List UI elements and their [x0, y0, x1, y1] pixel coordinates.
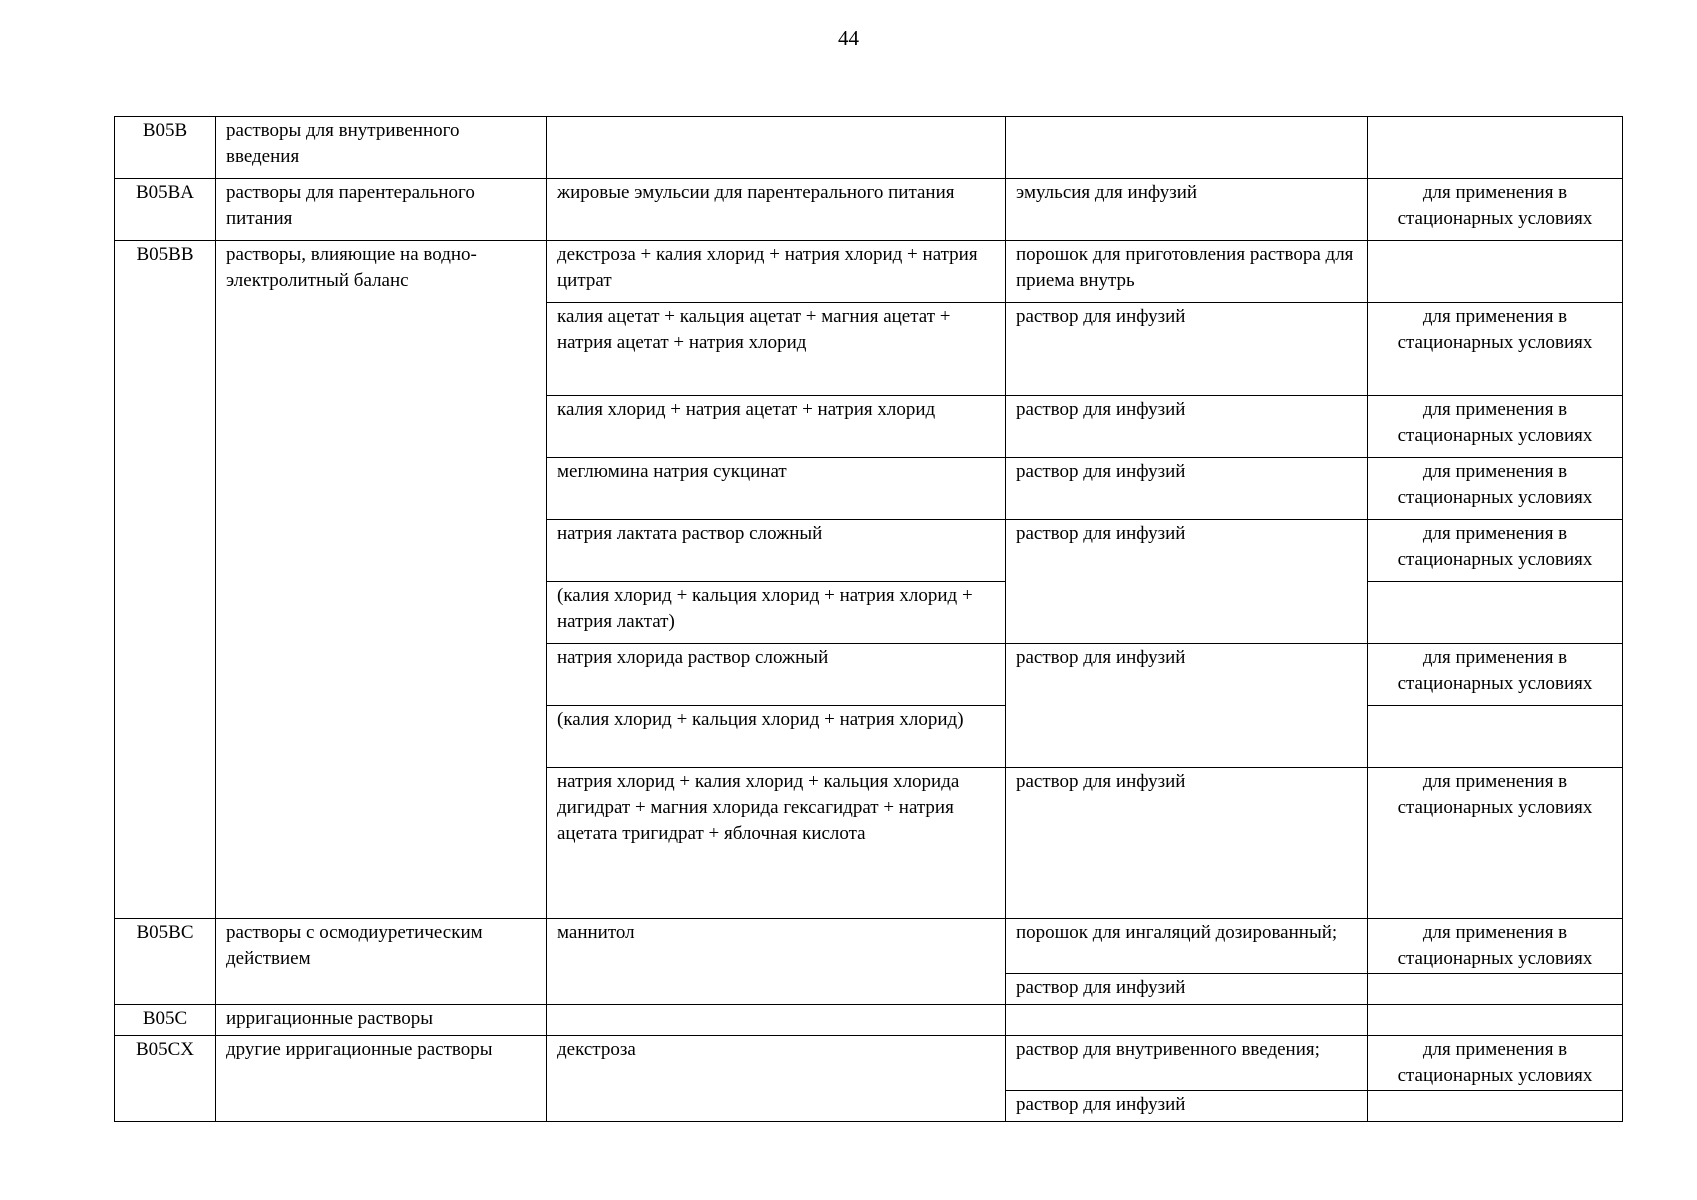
- table-row: [115, 179, 1623, 241]
- usage-note: [1368, 1005, 1623, 1036]
- drug-name: калия ацетат + кальция ацетат + магния ацетат + натрия ацетат + натрия хлорид: [547, 303, 1006, 396]
- table-row: [115, 117, 1623, 179]
- usage-note-empty: [1368, 706, 1623, 768]
- table-row: [115, 1005, 1623, 1036]
- dosage-form: раствор для инфузий: [1006, 768, 1368, 919]
- drug-name: жировые эмульсии для парентерального питания: [547, 179, 1006, 241]
- usage-note: для применения в стационарных условиях: [1368, 303, 1623, 396]
- usage-note: для применения в стационарных условиях: [1368, 919, 1623, 974]
- usage-note-empty: [1368, 974, 1623, 1005]
- atc-code: B05CX: [115, 1036, 216, 1122]
- dosage-form: [1006, 1005, 1368, 1036]
- dosage-form: порошок для приготовления раствора для приема внутрь: [1006, 241, 1368, 303]
- usage-note: для применения в стационарных условиях: [1368, 179, 1623, 241]
- drug-name: [547, 117, 1006, 179]
- group-name: другие ирригационные растворы: [216, 1036, 547, 1122]
- group-name: ирригационные растворы: [216, 1005, 547, 1036]
- usage-note: для применения в стационарных условиях: [1368, 458, 1623, 520]
- usage-note: для применения в стационарных условиях: [1368, 768, 1623, 919]
- drug-table: [114, 116, 1623, 1122]
- group-name: растворы для парентерального питания: [216, 179, 547, 241]
- drug-name: [547, 1005, 1006, 1036]
- drug-name: декстроза + калия хлорид + натрия хлорид + натрия цитрат: [547, 241, 1006, 303]
- dosage-form: раствор для инфузий: [1006, 974, 1368, 1005]
- drug-composition: (калия хлорид + кальция хлорид + натрия хлорид): [547, 706, 1006, 768]
- dosage-form: раствор для инфузий: [1006, 458, 1368, 520]
- group-name: растворы с осмодиуретическим действием: [216, 919, 547, 1005]
- usage-note: [1368, 241, 1623, 303]
- group-name: растворы, влияющие на водно-электролитный баланс: [216, 241, 547, 919]
- table-row: [115, 1036, 1623, 1091]
- usage-note: [1368, 117, 1623, 179]
- dosage-form: раствор для внутривенного введения;: [1006, 1036, 1368, 1091]
- dosage-form: раствор для инфузий: [1006, 520, 1368, 644]
- usage-note-empty: [1368, 582, 1623, 644]
- atc-code: B05B: [115, 117, 216, 179]
- dosage-form: [1006, 117, 1368, 179]
- table-row: [115, 919, 1623, 974]
- atc-code: B05BB: [115, 241, 216, 919]
- drug-name: маннитол: [547, 919, 1006, 1005]
- drug-name: калия хлорид + натрия ацетат + натрия хлорид: [547, 396, 1006, 458]
- drug-name: декстроза: [547, 1036, 1006, 1122]
- drug-name: натрия хлорида раствор сложный: [547, 644, 1006, 706]
- usage-note: для применения в стационарных условиях: [1368, 396, 1623, 458]
- drug-name: натрия хлорид + калия хлорид + кальция хлорида дигидрат + магния хлорида гексагидрат + натрия ацетата тригидрат + яблочная кислота: [547, 768, 1006, 919]
- table-row: [115, 241, 1623, 303]
- page-number: 44: [838, 26, 859, 50]
- usage-note: для применения в стационарных условиях: [1368, 644, 1623, 706]
- drug-name: меглюмина натрия сукцинат: [547, 458, 1006, 520]
- dosage-form: раствор для инфузий: [1006, 644, 1368, 768]
- group-name: растворы для внутривенного введения: [216, 117, 547, 179]
- usage-note: для применения в стационарных условиях: [1368, 1036, 1623, 1091]
- usage-note-empty: [1368, 1091, 1623, 1122]
- dosage-form: эмульсия для инфузий: [1006, 179, 1368, 241]
- dosage-form: раствор для инфузий: [1006, 303, 1368, 396]
- atc-code: B05C: [115, 1005, 216, 1036]
- drug-composition: (калия хлорид + кальция хлорид + натрия хлорид + натрия лактат): [547, 582, 1006, 644]
- atc-code: B05BA: [115, 179, 216, 241]
- usage-note: для применения в стационарных условиях: [1368, 520, 1623, 582]
- drug-name: натрия лактата раствор сложный: [547, 520, 1006, 582]
- dosage-form: порошок для ингаляций дозированный;: [1006, 919, 1368, 974]
- dosage-form: раствор для инфузий: [1006, 1091, 1368, 1122]
- dosage-form: раствор для инфузий: [1006, 396, 1368, 458]
- atc-code: B05BC: [115, 919, 216, 1005]
